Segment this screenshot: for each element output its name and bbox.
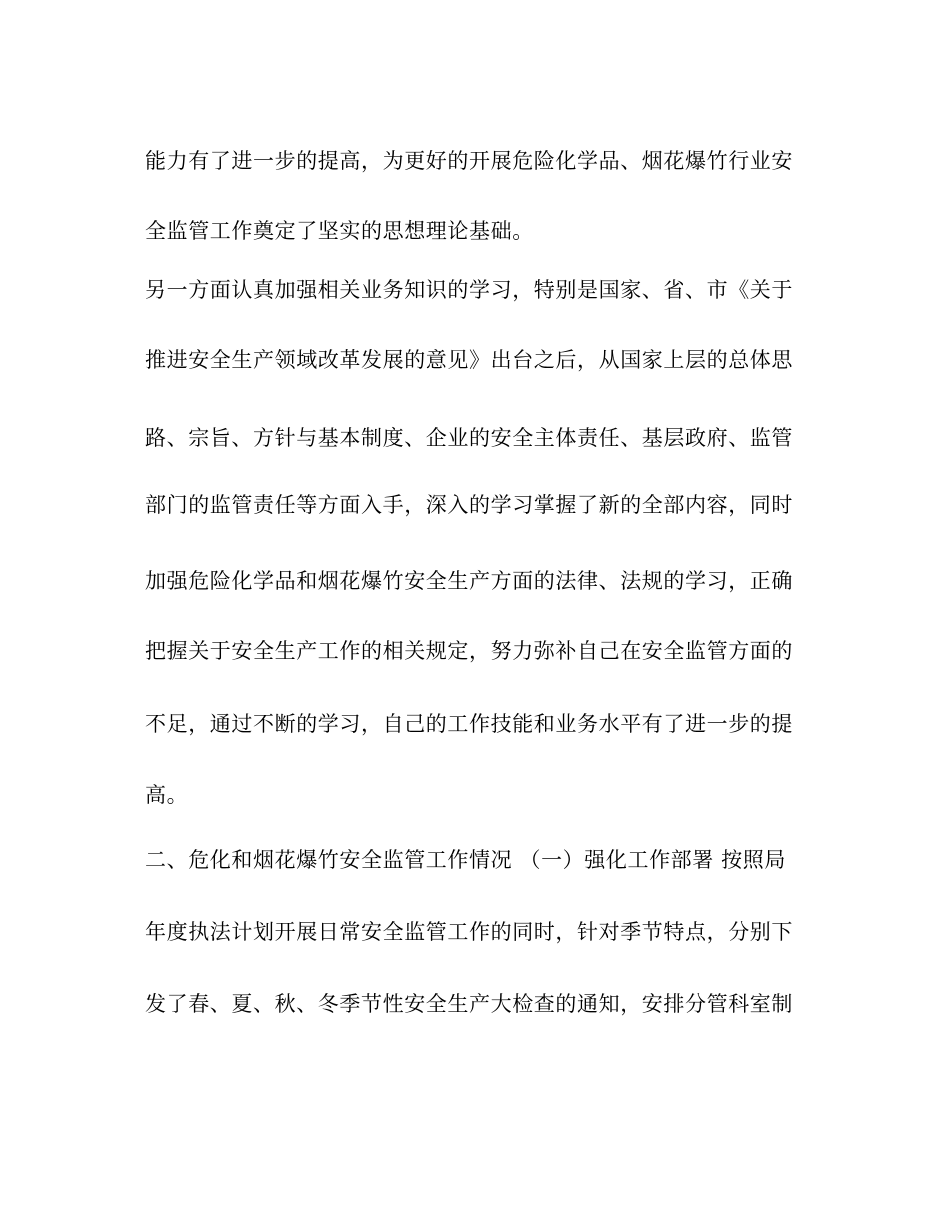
text-line: 部门的监管责任等方面入手，深入的学习掌握了新的全部内容，同时 <box>145 493 793 517</box>
text-line: 加强危险化学品和烟花爆竹安全生产方面的法律、法规的学习，正确 <box>145 569 793 593</box>
text-line: 能力有了进一步的提高，为更好的开展危险化学品、烟花爆竹行业安 <box>145 149 793 173</box>
text-line: 发了春、夏、秋、冬季节性安全生产大检查的通知，安排分管科室制 <box>145 992 793 1016</box>
text-line: 路、宗旨、方针与基本制度、企业的安全主体责任、基层政府、监管 <box>145 426 793 450</box>
text-line: 把握关于安全生产工作的相关规定，努力弥补自己在安全监管方面的 <box>145 639 793 663</box>
section-heading-line: 二、危化和烟花爆竹安全监管工作情况 （一）强化工作部署 按照局 <box>145 848 786 872</box>
text-line: 另一方面认真加强相关业务知识的学习，特别是国家、省、市《关于 <box>145 278 793 302</box>
text-line: 高。 <box>145 783 189 807</box>
text-line: 推进安全生产领域改革发展的意见》出台之后，从国家上层的总体思 <box>145 348 793 372</box>
text-line: 年度执法计划开展日常安全监管工作的同时，针对季节特点，分别下 <box>145 920 793 944</box>
text-line: 不足，通过不断的学习，自己的工作技能和业务水平有了进一步的提 <box>145 712 793 736</box>
text-line: 全监管工作奠定了坚实的思想理论基础。 <box>145 219 534 243</box>
